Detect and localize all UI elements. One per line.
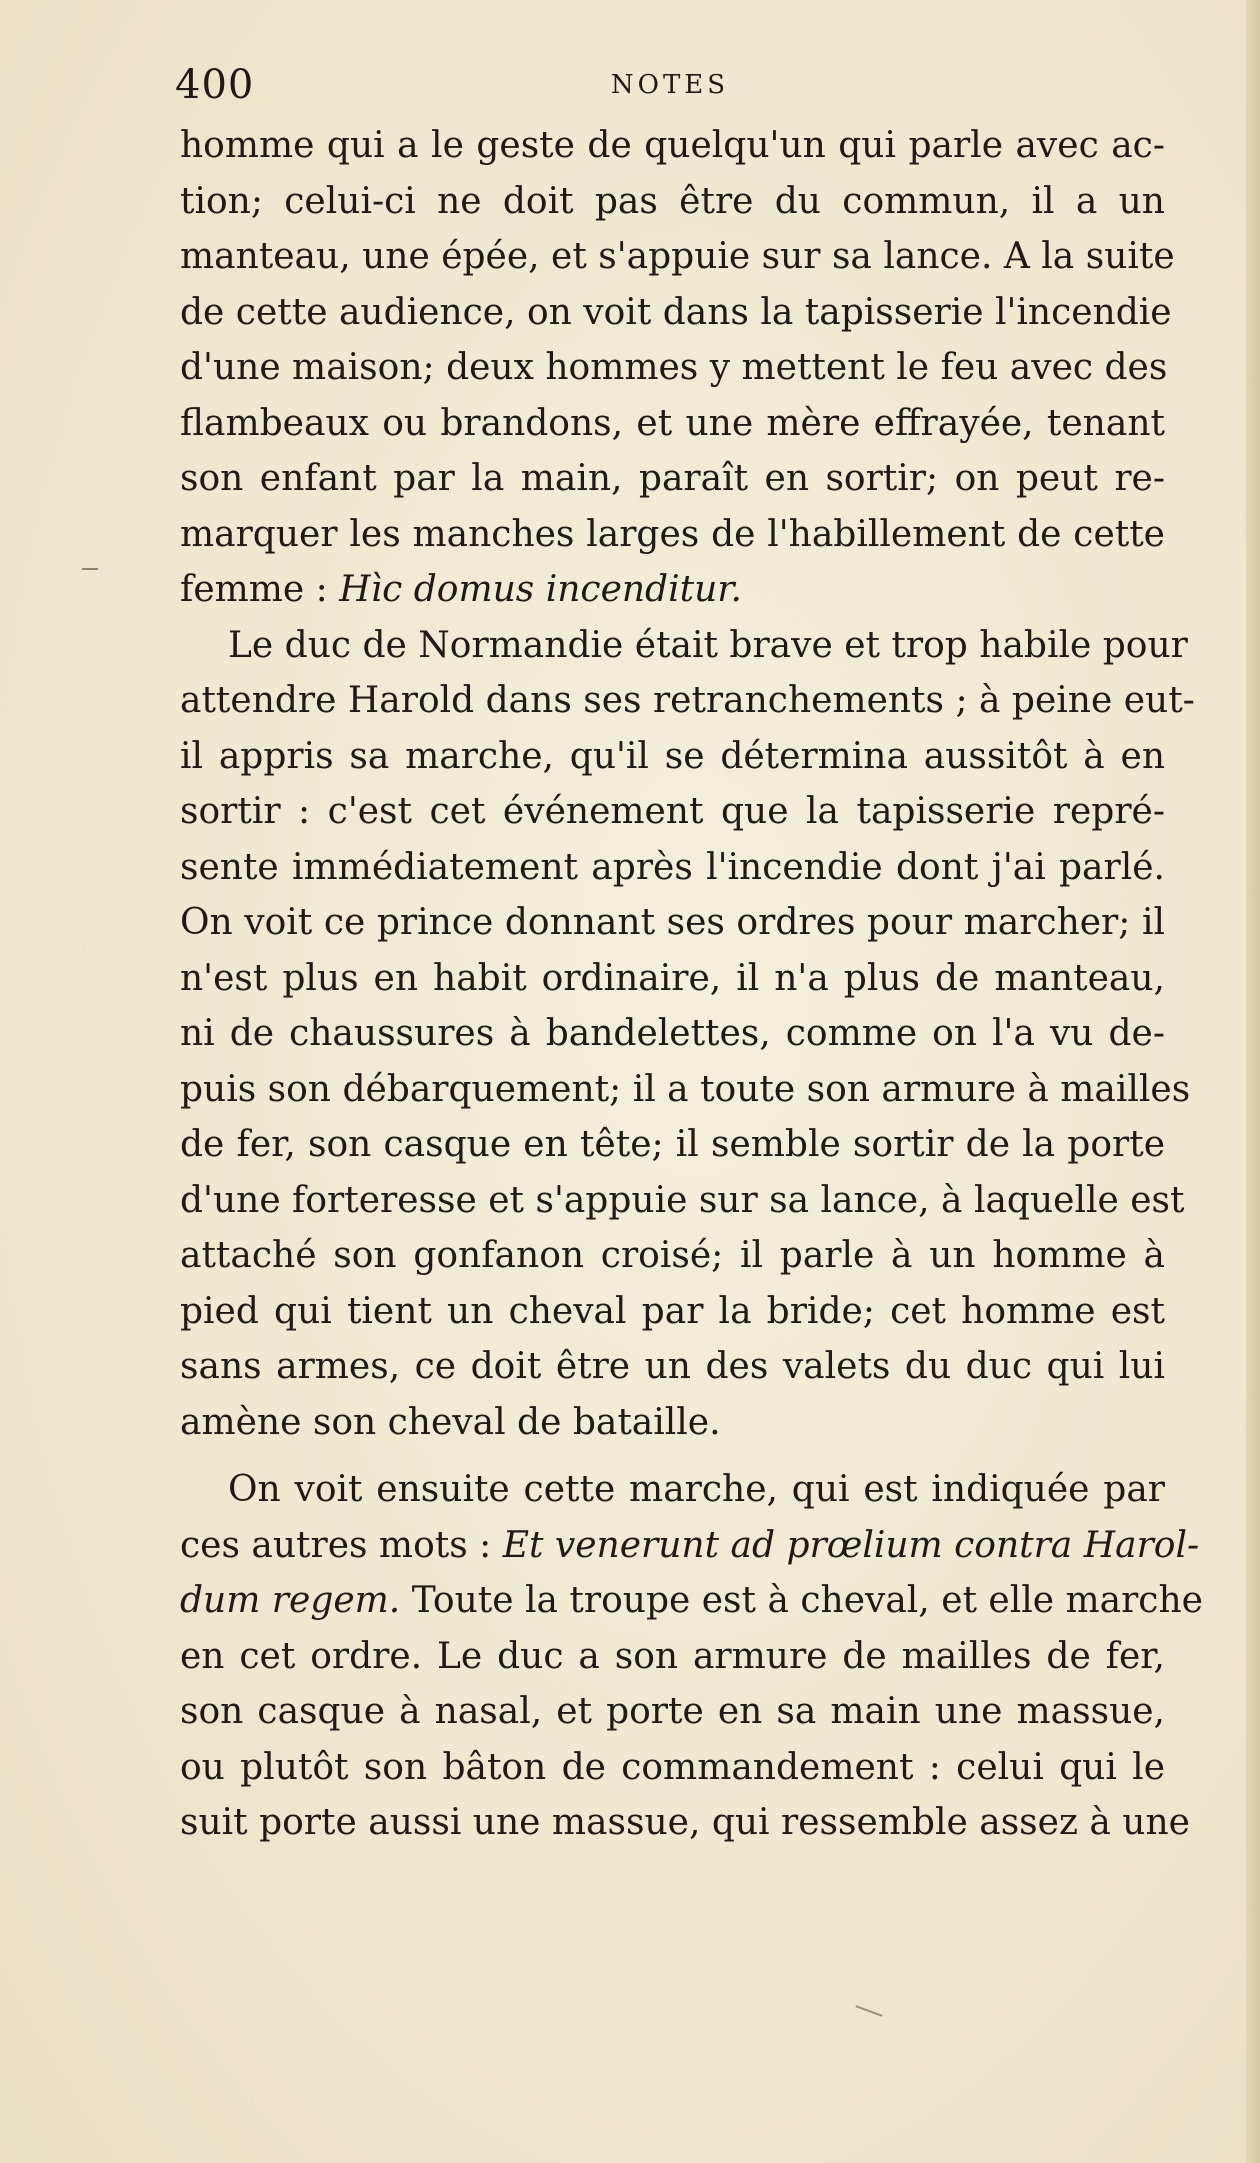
text-run: Toute la troupe est à cheval, et elle marche <box>400 1580 1203 1621</box>
paragraph-1 <box>180 118 1175 618</box>
text-line: d'une maison; deux hommes y mettent le feu avec des <box>180 347 1168 388</box>
body-text <box>180 118 1203 1851</box>
text-line <box>180 562 1165 618</box>
text-line: ni de chaussures à bandelettes, comme on l'a vu de- <box>180 1013 1165 1054</box>
page-header <box>175 62 1165 112</box>
text-line: son casque à nasal, et porte en sa main une massue, <box>180 1691 1165 1732</box>
text-line: On voit ce prince donnant ses ordres pour marcher; il <box>180 902 1165 943</box>
paragraph-gap <box>180 1450 1165 1462</box>
text-line: son enfant par la main, paraît en sortir; on peut re- <box>180 458 1165 499</box>
text-line: marquer les manches larges de l'habillement de cette <box>180 513 1165 555</box>
text-line: de fer, son casque en tête; il semble sortir de la porte <box>180 1124 1165 1165</box>
text-line: sente immédiatement après l'incendie dont j'ai parlé. <box>180 846 1165 888</box>
paragraph-3 <box>180 1462 1203 1851</box>
text-line: d'une forteresse et s'appuie sur sa lance, à laquelle est <box>180 1179 1185 1221</box>
text-line <box>180 1573 1203 1629</box>
text-line: attendre Harold dans ses retranchements ; à peine eut- <box>180 680 1195 721</box>
running-head: NOTES <box>610 70 730 100</box>
text-line: On voit ensuite cette marche, qui est indiquée par <box>228 1469 1165 1510</box>
text-line: homme qui a le geste de quelqu'un qui parle avec ac- <box>180 125 1165 166</box>
paragraph-2 <box>180 618 1195 1451</box>
latin-caption: dum regem. <box>180 1580 401 1621</box>
text-line: en cet ordre. Le duc a son armure de mailles de fer, <box>180 1635 1165 1677</box>
latin-caption: Hìc domus incenditur. <box>339 569 742 610</box>
text-line: amène son cheval de bataille. <box>180 1401 721 1443</box>
text-line: attaché son gonfanon croisé; il parle à un homme à <box>180 1235 1165 1276</box>
text-run: femme : <box>180 569 340 610</box>
text-line: n'est plus en habit ordinaire, il n'a plus de manteau, <box>180 957 1165 999</box>
text-line: manteau, une épée, et s'appuie sur sa lance. A la suite <box>180 236 1175 277</box>
text-line: il appris sa marche, qu'il se détermina aussitôt à en <box>180 735 1165 777</box>
text-line: de cette audience, on voit dans la tapisserie l'incendie <box>180 291 1172 333</box>
text-line: pied qui tient un cheval par la bride; cet homme est <box>180 1290 1165 1332</box>
text-line: Le duc de Normandie était brave et trop habile pour <box>228 624 1188 666</box>
text-line: puis son débarquement; il a toute son armure à mailles <box>180 1068 1191 1110</box>
text-line: tion; celui-ci ne doit pas être du commun, il a un <box>180 180 1165 222</box>
text-line: suit porte aussi une massue, qui ressemble assez à une <box>180 1802 1190 1843</box>
text-line: sans armes, ce doit être un des valets du duc qui lui <box>180 1346 1165 1387</box>
text-line: ou plutôt son bâton de commandement : celui qui le <box>180 1746 1165 1788</box>
margin-mark <box>82 568 98 570</box>
latin-caption: Et venerunt ad prœlium contra Harol- <box>502 1524 1200 1566</box>
text-run: ces autres mots : <box>180 1524 503 1566</box>
text-line <box>180 1518 1200 1574</box>
text-line: flambeaux ou brandons, et une mère effrayée, tenant <box>180 402 1165 444</box>
page-edge <box>1246 0 1260 2163</box>
page-number: 400 <box>175 62 255 108</box>
text-line: sortir : c'est cet événement que la tapisserie repré- <box>180 791 1165 832</box>
